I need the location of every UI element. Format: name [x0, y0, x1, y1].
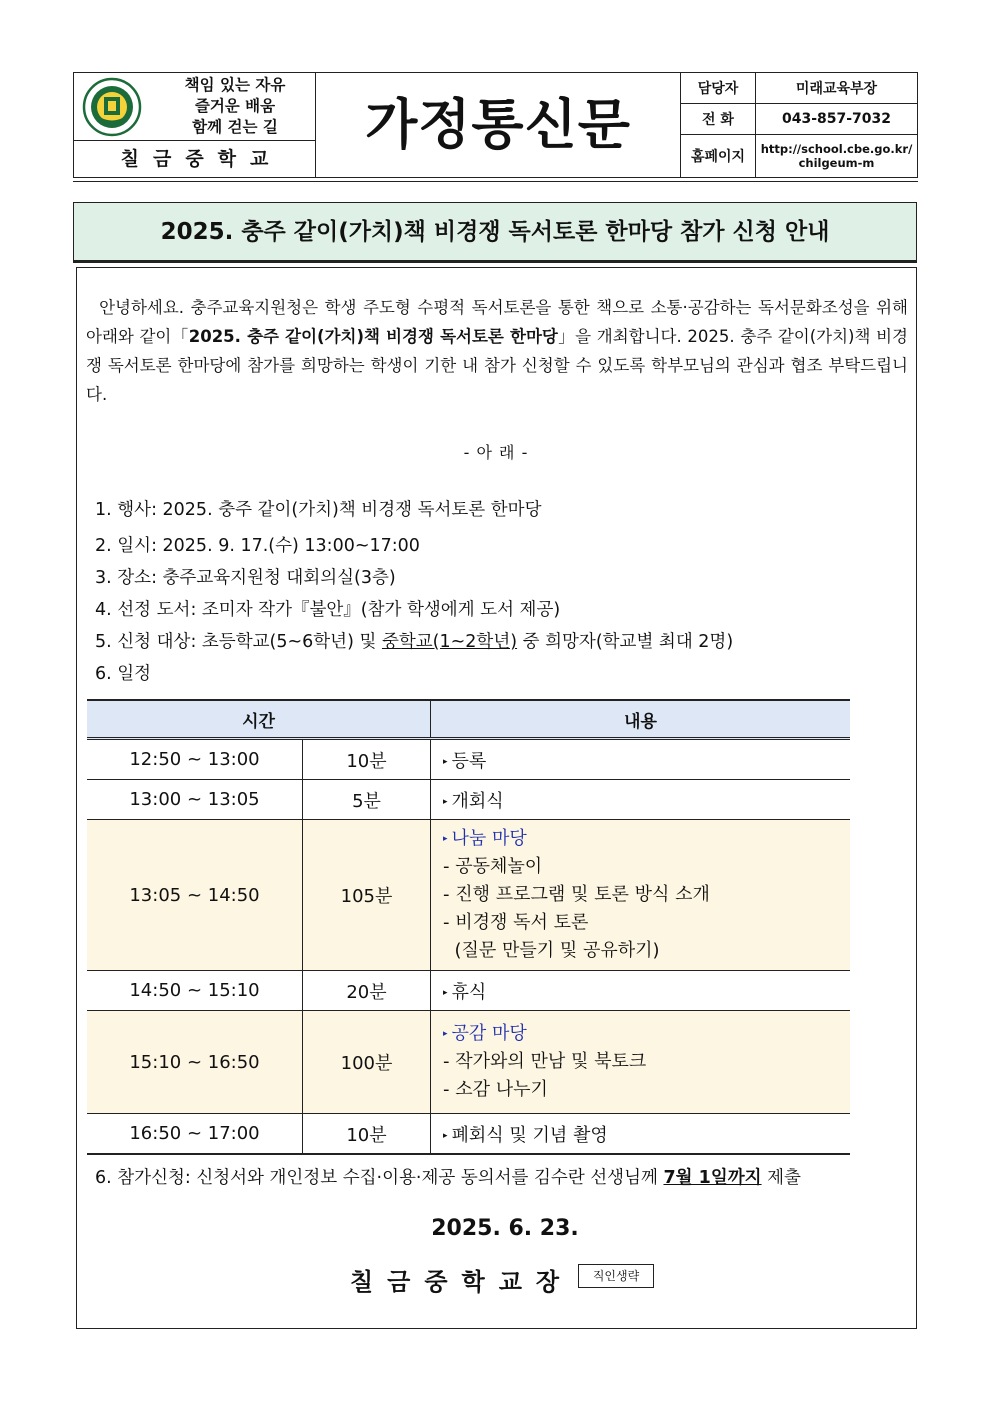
application-notice	[95, 1164, 801, 1189]
table-header-row	[87, 700, 850, 739]
apply-text: 제출	[761, 1168, 801, 1188]
intro-text: 」을 개최합니다. 2025. 충주 같이(가치)책 비경쟁 독서토론 한마당에 참가를 희망하는 학생이 기한 내 참가 신청할 수 있도록 학부모님의 관심과 협조 부탁드립니다.	[86, 327, 908, 404]
table-row	[87, 971, 850, 1011]
item-place: 3. 장소: 충주교육지원청 대회의실(3층)	[95, 568, 396, 588]
duration-cell: 105분	[303, 820, 431, 971]
duration-cell: 100분	[303, 1011, 431, 1114]
bullet-triangle-icon: ▸	[443, 834, 448, 844]
content-cell	[431, 780, 851, 820]
contact-block	[680, 73, 917, 177]
bullet-triangle-icon: ▸	[443, 1130, 448, 1141]
intro-text: 안녕하세요. 충주교육지원청은 학생 주도형 수평적 독서토론을 통한 책으로 소통·공감하는 독서문화조성을 위해 아래와 같이「	[86, 298, 908, 346]
contact-label: 전 화	[681, 103, 756, 134]
school-block	[74, 73, 316, 177]
duration-cell: 10분	[303, 1114, 431, 1155]
motto-line: 즐거운 배움	[194, 97, 276, 115]
duration-cell: 10분	[303, 739, 431, 780]
intro-paragraph	[86, 293, 908, 409]
column-header-content: 내용	[431, 700, 851, 739]
school-logo-icon	[82, 77, 142, 137]
school-mottos	[160, 75, 310, 138]
content-sub: - 소감 나누기	[443, 1079, 548, 1100]
table-row	[87, 780, 850, 820]
content-title: 휴식	[451, 981, 487, 1003]
content-title-text: 공감 마당	[451, 1023, 527, 1044]
content-title	[443, 825, 850, 853]
school-name: 칠금중학교	[120, 148, 283, 170]
section-marker: - 아 래 -	[463, 443, 529, 462]
item-target	[95, 631, 733, 653]
content-title: 폐회식 및 기념 촬영	[451, 1124, 608, 1146]
schedule-table	[87, 699, 850, 1155]
table-row	[87, 1114, 850, 1155]
letter-header	[73, 72, 918, 178]
duration-cell: 20분	[303, 971, 431, 1011]
item-schedule: 6. 일정	[95, 664, 152, 684]
event-name-bold: 2025. 충주 같이(가치)책 비경쟁 독서토론 한마당	[188, 327, 558, 346]
content-sub: - 진행 프로그램 및 토론 방식 소개	[443, 884, 710, 905]
item-book: 4. 선정 도서: 조미자 작가『불안』(참가 학생에게 도서 제공)	[95, 600, 561, 620]
content-title-text: 나눔 마당	[451, 828, 527, 849]
issue-date: 2025. 6. 23.	[431, 1216, 579, 1241]
bullet-triangle-icon: ▸	[443, 1029, 448, 1039]
content-title: 등록	[451, 750, 487, 772]
time-cell: 16:50 ~ 17:00	[87, 1114, 303, 1155]
content-cell	[431, 820, 851, 971]
phone-number: 043-857-7032	[756, 103, 918, 134]
content-cell	[431, 739, 851, 780]
contact-value: 미래교육부장	[756, 73, 918, 103]
time-cell: 13:00 ~ 13:05	[87, 780, 303, 820]
content-sub: (질문 만들기 및 공유하기)	[443, 940, 660, 961]
content-title: 개회식	[451, 790, 504, 812]
content-cell	[431, 1114, 851, 1155]
bullet-triangle-icon: ▸	[443, 987, 448, 998]
item-datetime: 2. 일시: 2025. 9. 17.(수) 13:00~17:00	[95, 536, 420, 556]
apply-deadline: 7월 1일까지	[663, 1168, 762, 1188]
table-row	[87, 1011, 850, 1114]
time-cell: 15:10 ~ 16:50	[87, 1011, 303, 1114]
homepage-link[interactable]: http://school.cbe.go.kr/ chilgeum-m	[756, 135, 918, 177]
column-header-time: 시간	[87, 700, 431, 739]
content-title	[443, 1020, 850, 1048]
item-event: 1. 행사: 2025. 충주 같이(가치)책 비경쟁 독서토론 한마당	[95, 500, 542, 520]
time-cell: 14:50 ~ 15:10	[87, 971, 303, 1011]
seal-omitted-stamp: 직인생략	[578, 1264, 654, 1288]
item-text: 중 희망자(학교별 최대 2명)	[517, 632, 734, 652]
bullet-triangle-icon: ▸	[443, 796, 448, 807]
table-row	[87, 820, 850, 971]
bullet-triangle-icon: ▸	[443, 756, 448, 767]
content-cell	[431, 971, 851, 1011]
notice-title: 2025. 충주 같이(가치)책 비경쟁 독서토론 한마당 참가 신청 안내	[73, 202, 917, 263]
content-sub: - 비경쟁 독서 토론	[443, 912, 589, 933]
logo-area	[74, 73, 315, 141]
apply-text: 6. 참가신청: 신청서와 개인정보 수집·이용·제공 동의서를 김수란 선생님께	[95, 1168, 664, 1188]
contact-label: 홈페이지	[681, 135, 756, 177]
title-cell	[316, 73, 680, 177]
contact-table	[680, 73, 917, 177]
item-text-underlined: 중학교(1~2학년)	[381, 632, 518, 652]
principal-signature: 칠금중학교장	[350, 1268, 574, 1296]
duration-cell: 5분	[303, 780, 431, 820]
content-cell	[431, 1011, 851, 1114]
content-sub: - 공동체놀이	[443, 856, 543, 877]
letter-title: 가정통신문	[365, 93, 631, 156]
motto-line: 함께 걷는 길	[192, 118, 278, 136]
header-divider	[73, 181, 918, 182]
item-text: 5. 신청 대상: 초등학교(5~6학년) 및	[95, 632, 382, 652]
contact-label: 담당자	[681, 73, 756, 103]
time-cell: 13:05 ~ 14:50	[87, 820, 303, 971]
table-row	[87, 739, 850, 780]
content-sub: - 작가와의 만남 및 북토크	[443, 1051, 647, 1072]
time-cell: 12:50 ~ 13:00	[87, 739, 303, 780]
motto-line: 책임 있는 자유	[184, 76, 286, 94]
